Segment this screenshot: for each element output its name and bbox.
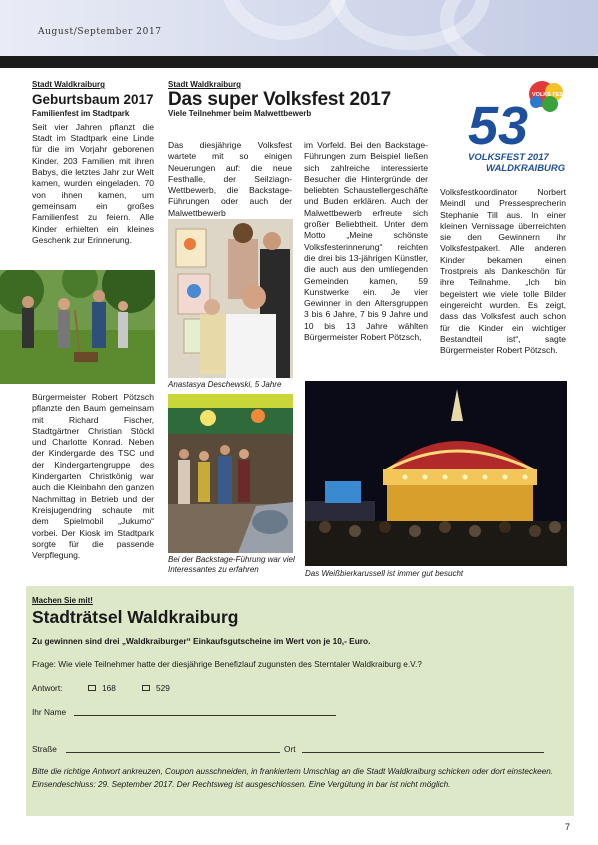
- article-title: Geburtsbaum 2017: [32, 92, 154, 108]
- tree-planting-photo: [0, 270, 155, 384]
- article-text-col1: Das diesjährige Volksfest wartete mit so einigen Neuerungen auf: die neue Festhalle, der Seilziagn-Wettbewerb, die Backstage-Führungen oder auch der Malwettbewerb: [168, 140, 292, 218]
- article-text-col2: im Vorfeld. Bei den Backstage-Führungen zum Beispiel ließen sich zahlreiche interessierte Besucher die Hintergründe der beliebten Schaustellergeschäfte und Buden erklären. Auch der Malwettbewerb erfreute sich großer Beliebtheit. Unter dem Motto „Meine schönste Volksfesterinnerung“ reichten die drei bis 13-jährigen Künstler, die auch aus den umliegenden Gemeinden kamen, 59 Kunstwerke ein. Je vier Gewinner in den Altersgruppen 3 bis 6 Jahre, 7 bis 9 Jahre und 10 bis 13 Jahre wählten Bürgermeister Robert Pötzsch,: [304, 140, 428, 343]
- article-subtitle: Familienfest im Stadtpark: [32, 108, 130, 118]
- street-label: Straße: [32, 744, 57, 754]
- raetsel-kicker: Machen Sie mit!: [32, 596, 93, 605]
- article-kicker: Stadt Waldkraiburg: [168, 80, 242, 89]
- answer-option-2[interactable]: [142, 683, 170, 693]
- answer-option-label: 529: [156, 683, 170, 693]
- backstage-photo: [168, 394, 293, 553]
- raetsel-note: Bitte die richtige Antwort ankreuzen, Coupon ausschneiden, in frankiertem Umschlag an die Stadt Waldkraiburg schicken oder dort einsteckeen. Einsendeschluss: 29. September 2017. Der Rechtsweg ist ausgeschlossen. Eine Vergütung in bar ist nicht möglich.: [32, 767, 554, 789]
- answer-option-1[interactable]: [88, 683, 116, 693]
- header-swirl: [440, 0, 598, 56]
- article-text-continued: Bürgermeister Robert Pötzsch pflanzte den Baum gemeinsam mit Richard Fischer, Stadtgärtner Christian Stöckl und Charlotte Konrad. Neben der Kindergarde des TSC und der Kindergartengruppe des Kindergarten Christkönig war auch die Kleinbahn den ganzen Nachmittag in Betrieb und der Kreisjugendring schaute mit dem Spielmobil „Jukumo“ vorbei. Der Kiosk im Stadtpark sorgte für die passende Verpflegung.: [32, 392, 154, 561]
- checkbox[interactable]: [142, 685, 150, 691]
- city-field[interactable]: [302, 752, 544, 753]
- raetsel-question: Frage: Wie viele Teilnehmer hatte der diesjährige Benefizlauf zugunsten des Sterntaler Waldkraiburg e.V.?: [32, 659, 422, 669]
- raetsel-coupon: [26, 586, 574, 816]
- photo-caption: Anastasya Deschewski, 5 Jahre: [168, 380, 282, 389]
- header-bar: [0, 56, 598, 68]
- logo-line2: WALDKRAIBURG: [486, 163, 566, 174]
- page-header: [0, 0, 598, 56]
- article-title: Das super Volksfest 2017: [168, 89, 391, 111]
- name-field[interactable]: [74, 715, 336, 716]
- photo-caption: Das Weißbierkarussell ist immer gut besucht: [305, 569, 464, 578]
- name-label: Ihr Name: [32, 707, 67, 717]
- answer-label: Antwort:: [32, 683, 63, 693]
- photo-caption: Bei der Backstage-Führung war viel Interessantes zu erfahren: [168, 555, 295, 574]
- logo-badge: VOLKS FEST: [532, 92, 566, 98]
- painting-photo: [168, 219, 293, 378]
- raetsel-title: Stadträtsel Waldkraiburg: [32, 607, 239, 627]
- street-field[interactable]: [66, 752, 280, 753]
- logo-number: 53: [468, 96, 529, 156]
- article-text: Seit vier Jahren pflanzt die Stadt im Stadtpark eine Linde für die im Vorjahr geborenen Kinder. 203 Familien mit ihren Babys, die letztes Jahr zur Welt kamen, wurden eingeladen. 70 von ihnen kamen, um gemeinsam ein großes Familienfest zu feiern. Alle Kinder erhielten ein kleines Geschenk zur Erinnerung.: [32, 121, 154, 245]
- checkbox[interactable]: [88, 685, 96, 691]
- issue-label: August/September 2017: [38, 27, 162, 37]
- article-text-col3: Volksfestkoordinator Norbert Meindl und Pressesprecherin Stephanie Till aus. In einer kleinen Vernissage überreichten sie den Gewinnern ihr Volksfestpakerl. Alle anderen Kinder bekamen einen Trostpreis als Dankeschön für ihre Teilnahme. „Ich bin begeistert wie viele tolle Bilder eingereicht wurden. Es zeigt, dass das Volksfest auch schon für die Kinder ein wichtiger Bestandteil ist“, sagte Bürgermeister Robert Pötzsch.: [440, 187, 566, 356]
- volksfest-logo: [466, 78, 566, 178]
- article-subtitle: Viele Teilnehmer beim Malwettbewerb: [168, 108, 312, 118]
- logo-line1: VOLKSFEST 2017: [468, 152, 549, 163]
- city-label: Ort: [284, 744, 296, 754]
- article-geburtsbaum: [32, 79, 154, 246]
- article-volksfest-header: [168, 79, 458, 122]
- raetsel-prize: Zu gewinnen sind drei „Waldkraiburger“ Einkaufsgutscheine im Wert von je 10,- Euro.: [32, 636, 371, 646]
- article-kicker: Stadt Waldkraiburg: [32, 80, 106, 89]
- page-number: 7: [565, 822, 571, 832]
- carousel-photo: [305, 381, 567, 566]
- header-swirl: [220, 0, 350, 40]
- answer-option-label: 168: [102, 683, 116, 693]
